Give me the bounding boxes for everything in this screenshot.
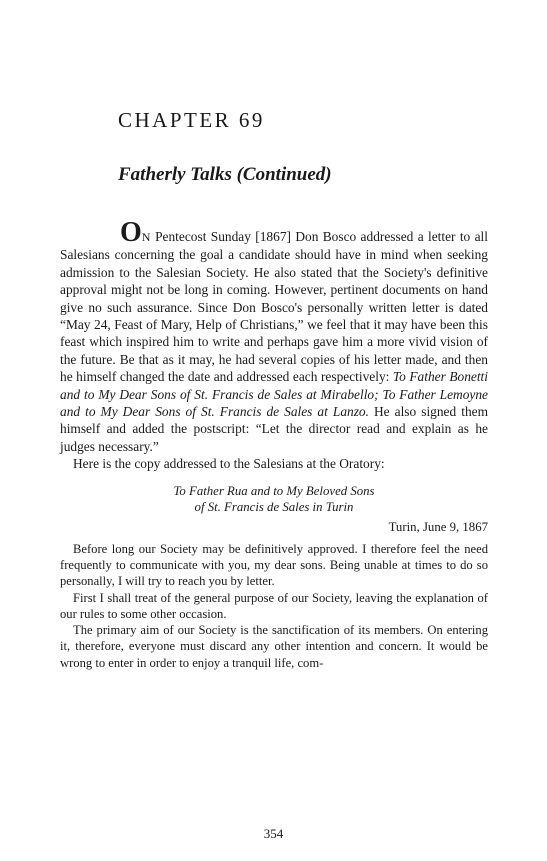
chapter-subtitle: Fatherly Talks (Continued): [118, 164, 332, 185]
letter-paragraph: The primary aim of our Society is the sanctification of its members. On entering it, therefore, everyone must discard any other intention and concern. It would be wrong to enter in order to enjoy a tranquil life, com-: [60, 623, 488, 670]
opening-text-b: He also signed them himself and added the postscript: “Let the director read and explain as he judges necessary.”: [60, 404, 488, 454]
letter-body: [60, 541, 488, 671]
opening-paragraph: [60, 217, 488, 455]
letter-dateline: Turin, June 9, 1867: [388, 519, 488, 534]
opening-text-a: Pentecost Sunday [1867] Don Bosco addressed a letter to all Salesians concerning the goal a candidate should have in mind when seeking admission to the Salesian Society. He also stated that the Society's definitive approval might not be long in coming. However, pertinent documents on hand give no such assurance. Since Don Bosco's personally written letter is dated “May 24, Feast of Mary, Help of Christians,” we feel that it may have been this feast which inspired him to write and perhaps gave him a more vivid vision of the future. Be that as it may, he had several copies of his letter made, and then he himself changed the date and addressed each respectively:: [60, 229, 488, 385]
letter-address-line-2: of St. Francis de Sales in Turin: [194, 499, 354, 514]
letter-address: [60, 483, 488, 515]
drop-cap: O: [120, 217, 142, 248]
small-cap: N: [141, 230, 151, 244]
intro-line: Here is the copy addressed to the Salesians at the Oratory:: [73, 456, 385, 472]
opening-italic: To Father Bonetti and to My Dear Sons of St. Francis de Sales at Mirabello; To Father Lemoyne and to My Dear Sons of St. Francis de Sales at Lanzo.: [60, 369, 488, 420]
body-text: [60, 217, 488, 671]
page-number: 354: [263, 826, 284, 841]
letter-address-line-1: To Father Rua and to My Beloved Sons: [173, 483, 375, 498]
letter-paragraph: Before long our Society may be definitively approved. I therefore feel the need frequently to communicate with you, my dear sons. Being unable at times to do so personally, I will try to reach you by letter.: [60, 541, 488, 589]
chapter-heading: CHAPTER 69: [118, 108, 265, 132]
letter-paragraph: First I shall treat of the general purpose of our Society, leaving the explanation of our rules to some other occasion.: [60, 590, 488, 621]
